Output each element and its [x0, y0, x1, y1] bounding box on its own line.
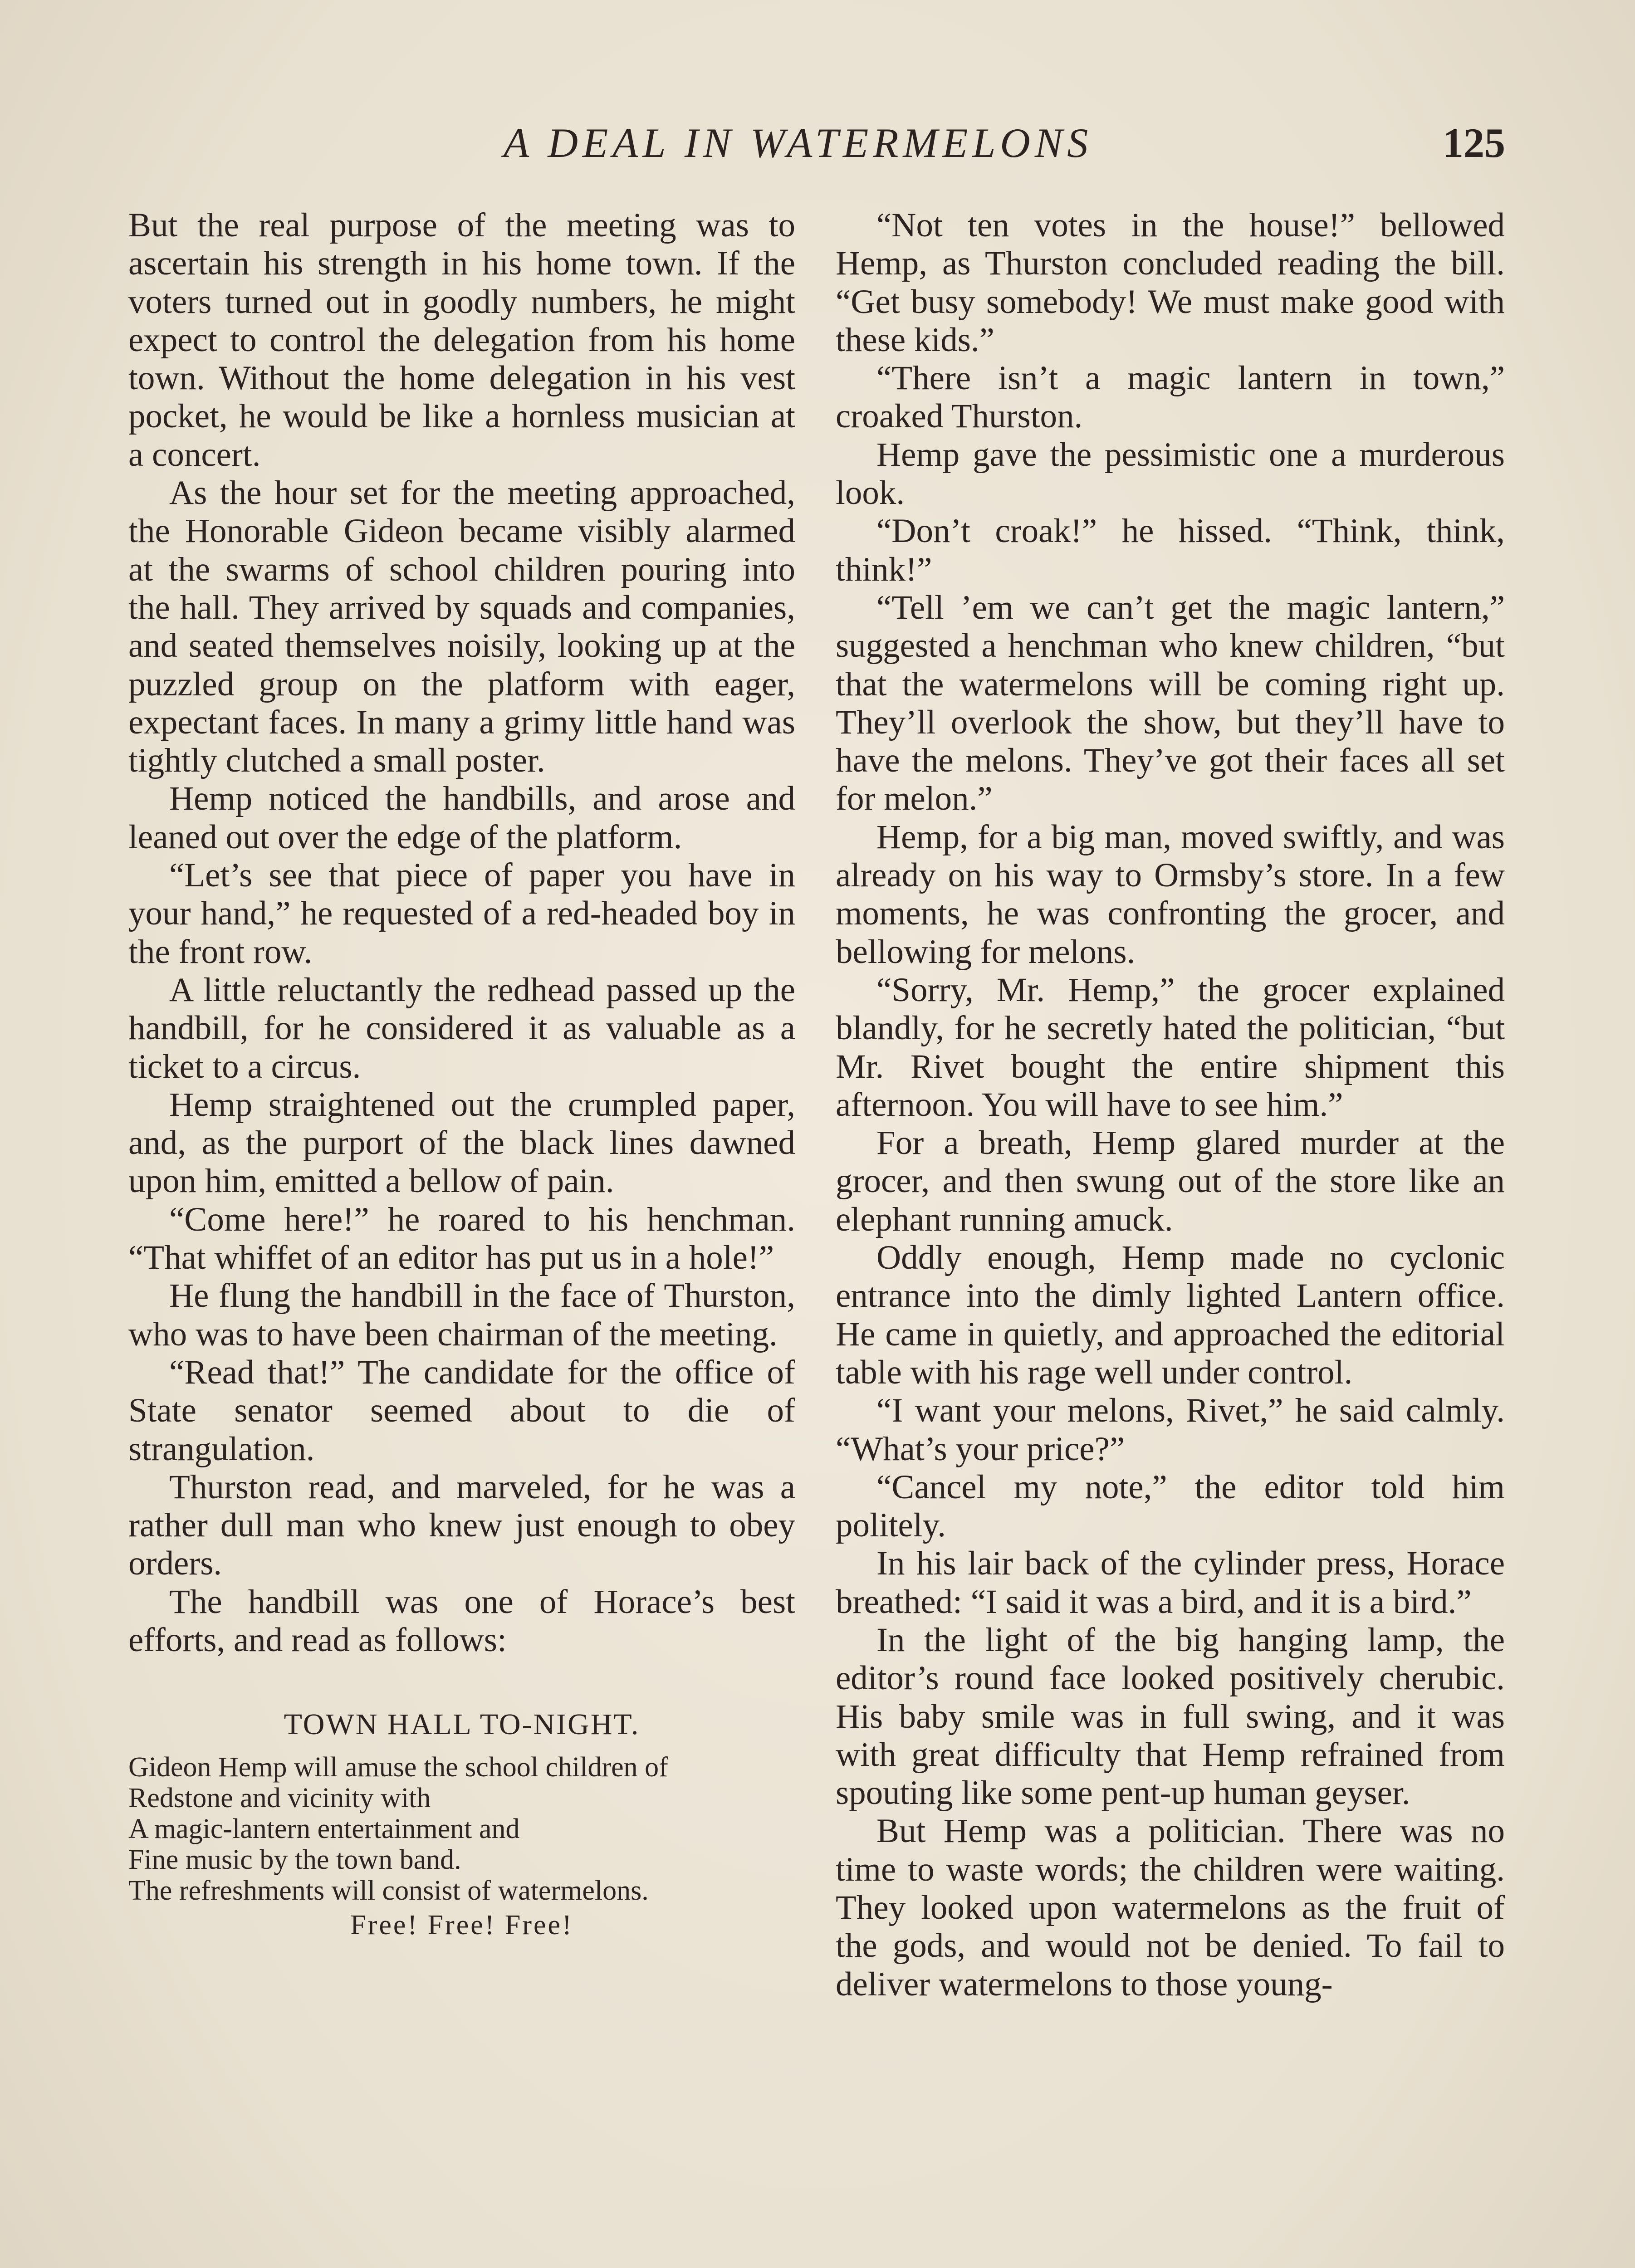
paragraph: “Tell ’em we can’t get the magic lantern,” suggested a henchman who knew children, “but that the watermelons will be coming right up. They’ll overlook the show, but they’ll have to have the melons. They’ve got their faces all set for melon.”: [836, 588, 1505, 818]
paragraph: In the light of the big hanging lamp, the editor’s round face looked positively cherubic. His baby smile was in full swing, and it was with great difficulty that Hemp refrained from spouting like some pent-up human geyser.: [836, 1621, 1505, 1812]
paragraph: For a breath, Hemp glared murder at the grocer, and then swung out of the store like an elephant running amuck.: [836, 1124, 1505, 1238]
paragraph: “There isn’t a magic lantern in town,” croaked Thurston.: [836, 359, 1505, 435]
paragraph: “Cancel my note,” the editor told him politely.: [836, 1468, 1505, 1545]
paragraph: “Sorry, Mr. Hemp,” the grocer explained blandly, for he secretly hated the politician, “but Mr. Rivet bought the entire shipment this afternoon. You will have to see him.”: [836, 971, 1505, 1124]
paragraph: A little reluctantly the redhead passed up the handbill, for he considered it as valuable as a ticket to a circus.: [128, 971, 795, 1085]
handbill-line: The refreshments will consist of watermelons.: [128, 1875, 649, 1906]
handbill: [128, 1709, 795, 1941]
handbill-line: Gideon Hemp will amuse the school children of: [128, 1752, 668, 1783]
paragraph: But Hemp was a politician. There was no time to waste words; the children were waiting. They looked upon watermelons as the fruit of the gods, and would not be denied. To fail to deliver watermelons to those young-: [836, 1812, 1505, 2003]
right-column: [836, 206, 1505, 2004]
paragraph: The handbill was one of Horace’s best efforts, and read as follows:: [128, 1583, 795, 1659]
handbill-line: A magic-lantern entertainment and: [128, 1813, 520, 1845]
left-column: [128, 206, 795, 1941]
paragraph: “Read that!” The candidate for the office of State senator seemed about to die of strangulation.: [128, 1353, 795, 1468]
handbill-footer: Free! Free! Free!: [350, 1910, 573, 1941]
handbill-line: Redstone and vicinity with: [128, 1783, 431, 1814]
paragraph: Hemp noticed the handbills, and arose and leaned out over the edge of the platform.: [128, 780, 795, 856]
page-header: [0, 116, 1635, 179]
paragraph: He flung the handbill in the face of Thurston, who was to have been chairman of the meeting.: [128, 1277, 795, 1353]
paragraph: Oddly enough, Hemp made no cyclonic entrance into the dimly lighted Lantern office. He came in quietly, and approached the editorial table with his rage well under control.: [836, 1239, 1505, 1391]
paragraph: Hemp gave the pessimistic one a murderous look.: [836, 435, 1505, 512]
page-number: 125: [1443, 120, 1505, 166]
handbill-line: Fine music by the town band.: [128, 1844, 461, 1876]
paragraph: Hemp, for a big man, moved swiftly, and was already on his way to Ormsby’s store. In a few moments, he was confronting the grocer, and bellowing for melons.: [836, 818, 1505, 971]
paragraph: Hemp straightened out the crumpled paper, and, as the purport of the black lines dawned upon him, emitted a bellow of pain.: [128, 1085, 795, 1200]
paragraph: “Don’t croak!” he hissed. “Think, think, think!”: [836, 512, 1505, 588]
paragraph: “I want your melons, Rivet,” he said calmly. “What’s your price?”: [836, 1392, 1505, 1468]
paragraph: In his lair back of the cylinder press, Horace breathed: “I said it was a bird, and it is a bird.”: [836, 1545, 1505, 1621]
paragraph: Thurston read, and marveled, for he was a rather dull man who knew just enough to obey orders.: [128, 1468, 795, 1583]
running-title: A DEAL IN WATERMELONS: [504, 120, 1093, 166]
paragraph: “Not ten votes in the house!” bellowed Hemp, as Thurston concluded reading the bill. “Get busy somebody! We must make good with these kids.”: [836, 206, 1505, 359]
paragraph: “Come here!” he roared to his henchman. “That whiffet of an editor has put us in a hole!”: [128, 1200, 795, 1277]
paragraph: But the real purpose of the meeting was to ascertain his strength in his home town. If the voters turned out in goodly numbers, he might expect to control the delegation from his home town. Without the home delegation in his vest pocket, he would be like a hornless musician at a concert.: [128, 206, 795, 474]
paragraph: “Let’s see that piece of paper you have in your hand,” he requested of a red-headed boy in the front row.: [128, 856, 795, 971]
paragraph: As the hour set for the meeting approached, the Honorable Gideon became visibly alarmed at the swarms of school children pouring into the hall. They arrived by squads and companies, and seated themselves noisily, looking up at the puzzled group on the platform with eager, expectant faces. In many a grimy little hand was tightly clutched a small poster.: [128, 474, 795, 780]
handbill-title: TOWN HALL TO-NIGHT.: [284, 1708, 640, 1741]
